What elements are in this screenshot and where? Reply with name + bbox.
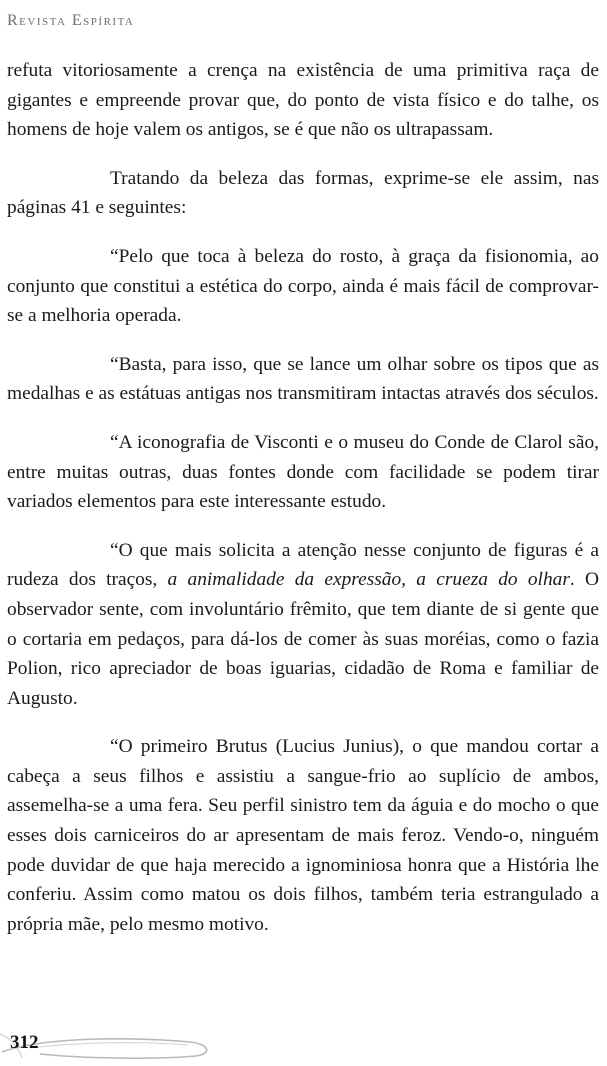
running-title: Revista Espírita <box>7 12 135 29</box>
paragraph <box>7 536 599 714</box>
paragraph: “O primeiro Brutus (Lucius Junius), o que mandou cortar a cabeça a seus filhos e assistiu a sangue-frio ao suplício de ambos, assemelha-se a uma fera. Seu perfil sinistro tem da águia e do mocho o que esses dois carniceiros do ar apresentam de mais feroz. Vendo-o, ninguém pode duvidar de que haja merecido a ignominiosa honra que a História lhe conferiu. Assim como matou os dois filhos, também teria estrangulado a própria mãe, pelo mesmo motivo. <box>7 736 599 935</box>
page-body <box>7 56 599 939</box>
italic-phrase: a animalidade da expressão, a crueza do olhar <box>167 569 570 591</box>
paragraph: “Basta, para isso, que se lance um olhar sobre os tipos que as medalhas e as estátuas antigas nos transmitiram intactas através dos séculos. <box>7 353 599 405</box>
paragraph-text: . O observador sente, com involuntário frêmito, que tem diante de si gente que o cortaria em pedaços, para dá-los de comer às suas moréias, como o fazia Polion, rico apreciador de boas iguarias, cidadão de Roma e familiar de Augusto. <box>7 569 600 709</box>
paragraph: refuta vitoriosamente a crença na existência de uma primitiva raça de gigantes e empreende provar que, do ponto de vista físico e do talhe, os homens de hoje valem os antigos, se é que não os ultrapassam. <box>7 60 599 141</box>
paragraph: “Pelo que toca à beleza do rosto, à graça da fisionomia, ao conjunto que constitui a estética do corpo, ainda é mais fácil de comprovar-se a melhoria operada. <box>7 245 599 327</box>
paragraph: Tratando da beleza das formas, exprime-se ele assim, nas páginas 41 e seguintes: <box>7 167 599 219</box>
swoosh-ornament-icon <box>0 1024 260 1064</box>
paragraph-text: “O que mais solicita a atenção nesse conjunto de figuras é a rudeza dos traços, <box>7 539 599 591</box>
paragraph: “A iconografia de Visconti e o museu do Conde de Clarol são, entre muitas outras, duas fontes donde com facilidade se podem tirar variados elementos para este interessante estudo. <box>7 431 599 513</box>
page-number: 312 <box>10 1032 39 1053</box>
page-footer <box>0 1024 260 1064</box>
